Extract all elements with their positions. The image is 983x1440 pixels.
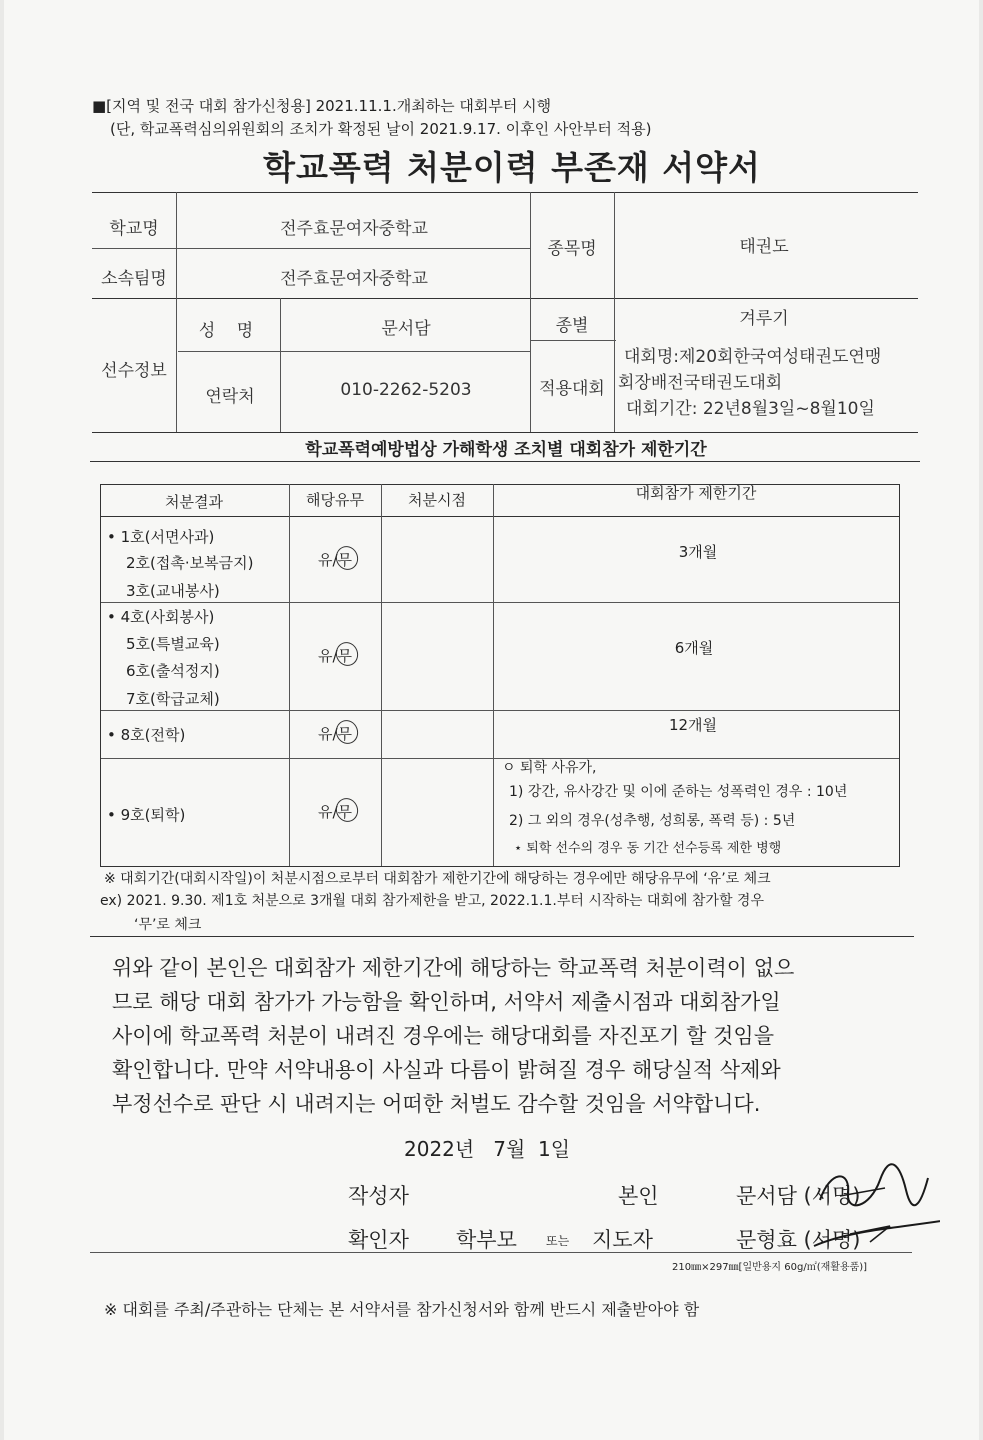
expulsion-period-line: 2) 그 외의 경우(성추행, 성희롱, 폭력 등) : 5년 xyxy=(509,813,796,829)
expulsion-period-line: 1) 강간, 유사강간 및 이에 준하는 성폭력인 경우 : 10년 xyxy=(509,784,848,800)
school-value: 전주효문여자중학교 xyxy=(280,219,428,239)
signature-mark xyxy=(810,1160,940,1250)
team-label: 소속팀명 xyxy=(101,269,167,289)
coach-label: 지도자 xyxy=(592,1228,653,1252)
restriction-header-bottom xyxy=(100,516,900,517)
notice-line-1: ■[지역 및 전국 대회 참가신청용] 2021.11.1.개최하는 대회부터 시행 xyxy=(92,97,552,115)
school-label: 학교명 xyxy=(109,219,159,239)
pledge-line-3: 사이에 학교폭력 처분이 내려진 경우에는 해당대회를 자진포기 할 것임을 xyxy=(112,1024,774,1048)
event-label: 종목명 xyxy=(547,239,597,259)
note-line-2: ex) 2021. 9.30. 제1호 처분으로 3개월 대회 참가제한을 받고, 2022.1.1.부터 시작하는 대회에 참가할 경우 xyxy=(100,893,764,909)
applicable-yn: 유/무 xyxy=(317,551,353,569)
paper-spec: 210㎜×297㎜[일반용지 60g/㎡(재활용품)] xyxy=(672,1262,868,1273)
col-result-header: 처분결과 xyxy=(165,493,223,511)
pledge-line-4: 확인합니다. 만약 서약내용이 사실과 다름이 밝혀질 경우 해당실적 삭제와 xyxy=(112,1058,781,1082)
restriction-period: 3개월 xyxy=(678,543,718,561)
result-item: • 4호(사회봉사) xyxy=(107,608,215,626)
notice-line-2: (단, 학교폭력심의위원회의 조치가 확정된 날이 2021.9.17. 이후인 사안부터 적용) xyxy=(110,120,652,138)
info-divider xyxy=(178,351,530,352)
writer-label: 작성자 xyxy=(348,1184,409,1208)
result-item: 6호(출석정지) xyxy=(126,662,220,680)
pledge-line-2: 므로 해당 대회 참가가 가능함을 확인하며, 서약서 제출시점과 대회참가일 xyxy=(112,990,781,1014)
competition-line-3: 대회기간: 22년8월3일~8월10일 xyxy=(626,399,875,419)
contact-label: 연락처 xyxy=(205,387,255,407)
info-divider xyxy=(92,248,530,249)
table-col-line xyxy=(493,484,494,866)
self-label: 본인 xyxy=(618,1184,659,1208)
pledge-line-5: 부정선수로 판단 시 내려지는 어떠한 처벌도 감수할 것임을 서약합니다. xyxy=(112,1092,761,1116)
note-line-3: ‘무’로 체크 xyxy=(134,917,202,933)
expulsion-period-line: ㅇ 퇴학 사유가, xyxy=(502,760,597,776)
result-item: 7호(학급교체) xyxy=(126,690,220,708)
parent-label: 학부모 xyxy=(456,1228,517,1252)
result-item: 5호(특별교육) xyxy=(126,635,220,653)
signature-bottom-border xyxy=(90,1252,912,1253)
expulsion-period-line: ⋆ 퇴학 선수의 경우 동 기간 선수등록 제한 병행 xyxy=(514,841,782,856)
applicable-yn: 유/무 xyxy=(317,725,353,743)
row-divider xyxy=(100,758,900,759)
col-time-header: 처분시점 xyxy=(408,491,466,509)
result-item: • 8호(전학) xyxy=(107,726,186,744)
note-line-1: ※ 대회기간(대회시작일)이 처분시점으로부터 대회참가 제한기간에 해당하는 경우에만 해당유무에 ‘유’로 체크 xyxy=(104,871,771,887)
row-divider xyxy=(100,602,900,603)
confirmer-label: 확인자 xyxy=(348,1228,409,1252)
or-label: 또는 xyxy=(546,1234,570,1248)
contact-value: 010-2262-5203 xyxy=(340,380,472,400)
heading-underline xyxy=(90,461,920,462)
pledge-line-1: 위와 같이 본인은 대회참가 제한기간에 해당하는 학교폭력 처분이력이 없으 xyxy=(112,956,795,980)
col-applicable-header: 해당유무 xyxy=(306,491,364,509)
table-col-line xyxy=(381,484,382,866)
result-item-label: 4호(사회봉사) xyxy=(120,608,215,626)
name-label: 성 명 xyxy=(198,321,262,341)
document-page xyxy=(4,0,979,1440)
info-divider xyxy=(92,298,918,299)
result-item: 2호(접촉·보복금지) xyxy=(126,554,254,572)
result-item-label: 1호(서면사과) xyxy=(120,528,215,546)
table-col-line xyxy=(899,484,900,866)
athlete-info-label: 선수정보 xyxy=(101,361,167,381)
table-col-line xyxy=(100,484,101,866)
category-label: 종별 xyxy=(555,316,589,336)
name-value: 문서담 xyxy=(381,319,431,339)
restriction-period: 12개월 xyxy=(668,716,718,734)
table-col-line xyxy=(289,484,290,866)
result-item: • 1호(서면사과) xyxy=(107,528,215,546)
competition-label: 적용대회 xyxy=(539,379,605,399)
team-value: 전주효문여자중학교 xyxy=(280,269,428,289)
info-col-line xyxy=(530,192,531,432)
info-divider xyxy=(530,340,616,341)
confirmer-name: 문형효 (서명) xyxy=(736,1228,861,1252)
applicable-yn: 유/무 xyxy=(317,803,353,821)
notes-bottom-border xyxy=(90,936,914,937)
pledge-date: 2022년 7월 1일 xyxy=(404,1137,571,1161)
row-divider xyxy=(100,710,900,711)
result-item-label: 9호(퇴학) xyxy=(120,806,186,824)
competition-line-2: 회장배전국태권도대회 xyxy=(618,373,783,393)
info-col-line xyxy=(280,298,281,432)
result-item-label: 8호(전학) xyxy=(120,726,186,744)
col-period-header: 대회참가 제한기간 xyxy=(635,484,757,502)
document-title: 학교폭력 처분이력 부존재 서약서 xyxy=(263,148,761,187)
footer-note: ※ 대회를 주최/주관하는 단체는 본 서약서를 참가신청서와 함께 반드시 제출받아야 함 xyxy=(104,1300,700,1319)
restriction-table-top-border xyxy=(100,484,900,485)
category-value: 겨루기 xyxy=(739,309,789,329)
applicable-yn: 유/무 xyxy=(317,647,353,665)
info-col-line xyxy=(176,192,177,432)
competition-line-1: 대회명:제20회한국여성태권도연맹 xyxy=(624,347,882,367)
info-col-line xyxy=(614,192,615,432)
restriction-table-bottom-border xyxy=(100,866,900,867)
event-value: 태권도 xyxy=(739,237,789,257)
info-table-top-border xyxy=(92,192,918,193)
result-item: • 9호(퇴학) xyxy=(107,806,186,824)
restriction-heading: 학교폭력예방법상 가해학생 조치별 대회참가 제한기간 xyxy=(305,440,707,460)
info-table-bottom-border xyxy=(92,432,918,433)
restriction-period: 6개월 xyxy=(674,639,714,657)
result-item: 3호(교내봉사) xyxy=(126,582,220,600)
writer-name: 문서담 (서명) xyxy=(736,1184,861,1208)
